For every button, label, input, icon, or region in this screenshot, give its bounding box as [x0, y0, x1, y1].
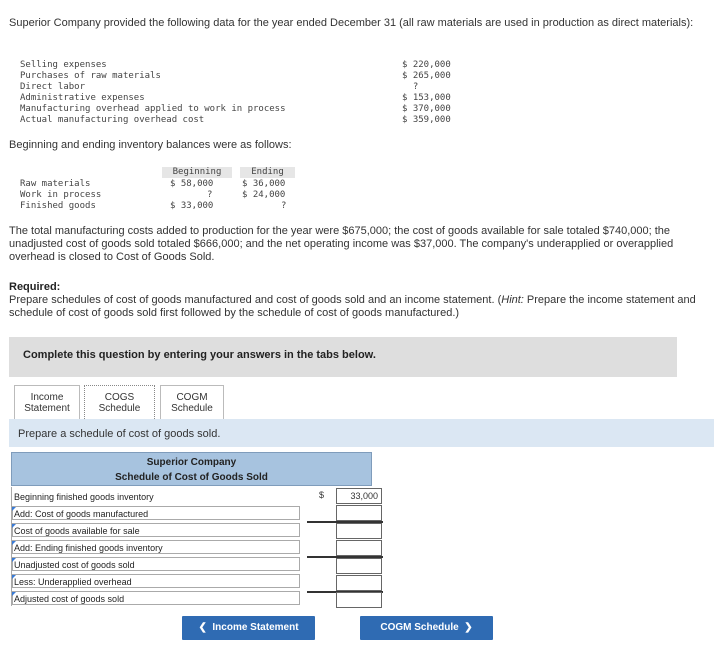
row-label: Beginning finished goods inventory: [14, 492, 154, 502]
data-table: [20, 60, 460, 126]
data-row: Direct labor ?: [20, 82, 419, 92]
amount-input[interactable]: [336, 523, 382, 539]
amount-input[interactable]: 33,000: [336, 488, 382, 504]
col-ending: Ending: [240, 167, 295, 178]
required-text: Prepare schedules of cost of goods manufactured and cost of goods sold and an income statement. (Hint: Prepare the income statement and schedule of cost of goods sold first followed by the schedule of cost of goods manufactured.): [9, 294, 696, 319]
amount-input[interactable]: [336, 540, 382, 556]
inventory-row: Finished goods $ 33,000 ?: [20, 201, 287, 211]
data-row: Actual manufacturing overhead cost $ 359,000: [20, 115, 451, 125]
instructions-panel: [9, 337, 677, 377]
inventory-row: Work in process ? $ 24,000: [20, 190, 286, 200]
prev-tab-button[interactable]: ❮ Income Statement: [182, 616, 315, 640]
tab-cogm-schedule[interactable]: COGM Schedule: [160, 385, 224, 419]
schedule-company: Superior Company: [146, 457, 237, 468]
schedule-title: Schedule of Cost of Goods Sold: [115, 472, 268, 483]
amount-input[interactable]: [336, 575, 382, 591]
row-label-input[interactable]: Adjusted cost of goods sold: [12, 591, 300, 605]
inventory-row: Raw materials $ 58,000 $ 36,000: [20, 179, 286, 189]
inventory-intro: Beginning and ending inventory balances were as follows:: [9, 139, 292, 151]
complete-prompt: Complete this question by entering your answers in the tabs below.: [23, 349, 376, 361]
data-row: Purchases of raw materials $ 265,000: [20, 71, 451, 81]
chevron-right-icon: ❯: [458, 622, 473, 633]
amount-column: [11, 487, 378, 609]
instruction-text: Prepare a schedule of cost of goods sold.: [18, 428, 221, 440]
dollar-sign: $: [319, 490, 325, 500]
instruction-bar: [9, 419, 714, 447]
data-row: Selling expenses $ 220,000: [20, 60, 451, 70]
amount-input[interactable]: [336, 558, 382, 574]
row-label-input[interactable]: Add: Cost of goods manufactured: [12, 506, 300, 520]
cogs-schedule: [11, 452, 372, 486]
data-row: Manufacturing overhead applied to work in process $ 370,000: [20, 104, 451, 114]
row-label-input[interactable]: Unadjusted cost of goods sold: [12, 557, 300, 571]
amount-input[interactable]: [336, 505, 382, 521]
row-label-input[interactable]: Less: Underapplied overhead: [12, 574, 300, 588]
problem-intro: Superior Company provided the following data for the year ended December 31 (all raw materials are used in production as direct materials):: [9, 17, 694, 29]
row-label-input[interactable]: Add: Ending finished goods inventory: [12, 540, 300, 554]
schedule-header: [11, 452, 372, 486]
col-beginning: Beginning: [162, 167, 232, 178]
chevron-left-icon: ❮: [198, 622, 213, 633]
row-label-input[interactable]: Cost of goods available for sale: [12, 523, 300, 537]
tab-income-statement[interactable]: Income Statement: [14, 385, 80, 419]
inventory-table: [20, 167, 300, 212]
problem-paragraph: The total manufacturing costs added to production for the year were $675,000; the cost of goods available for sale totaled $740,000; the unadjusted cost of goods sold totaled $666,000; and the net operating income was $37,000. The company's underapplied or overapplied overhead is closed to Cost of Goods Sold.: [9, 225, 674, 263]
next-tab-button[interactable]: COGM Schedule ❯: [360, 616, 493, 640]
tab-cogs-schedule[interactable]: COGS Schedule: [84, 385, 155, 419]
inventory-header: [20, 167, 300, 179]
required-heading: Required:: [9, 281, 61, 293]
data-row: Administrative expenses $ 153,000: [20, 93, 451, 103]
amount-input[interactable]: [336, 592, 382, 608]
